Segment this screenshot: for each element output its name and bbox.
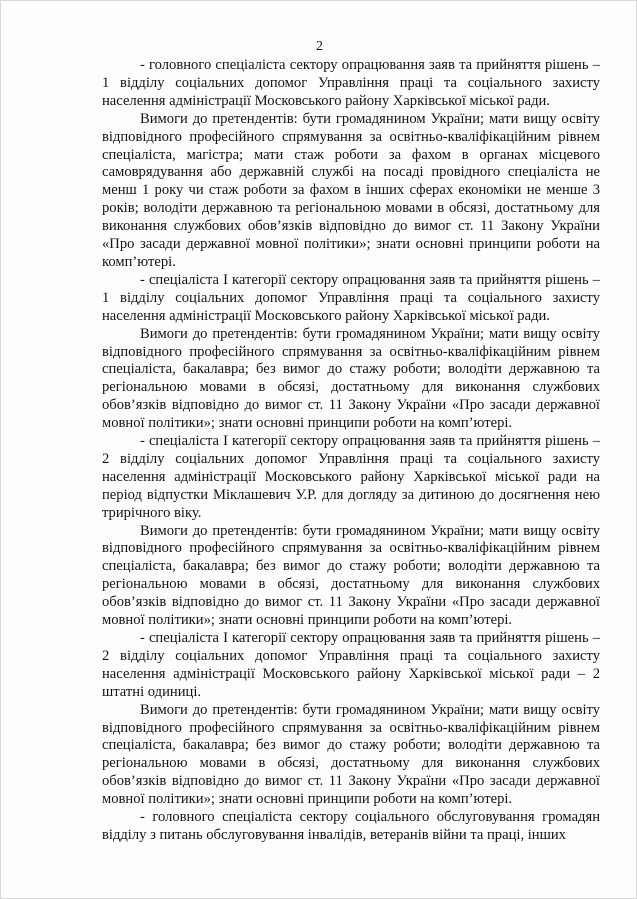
paragraph-requirements-1: Вимоги до претендентів: бути громадянином України; мати вищу освіту відповідного професійного спрямування за освітньо-кваліфікаційним рівнем спеціаліста, магістра; мати стаж роботи за фахом в органах місцевого самоврядування або державній службі на посаді провідного спеціаліста не менш 1 року чи стаж роботи за фахом в інших сферах економіки не менше 3 років; володіти державною та регіональною мовами в обсязі, достатньому для виконання службових обов’язків відповідно до вимог ст. 11 Закону України «Про засади державної мовної політики»; знати основні принципи роботи на комп’ютері. (102, 110, 600, 270)
paragraph-position-chief-specialist-dept1: - головного спеціаліста сектору опрацювання заяв та прийняття рішень – 1 відділу соціальних допомог Управління праці та соціального захисту населення адміністрації Московського району Харківської міської ради. (102, 57, 600, 109)
paragraph-position-specialist-dept2-leave: - спеціаліста I категорії сектору опрацювання заяв та прийняття рішень – 2 відділу соціальних допомог Управління праці та соціального захисту населення адміністрації Московського району Харківської міської ради на період відпустки Міклашевич У.Р. для догляду за дитиною до досягнення нею трирічного віку. (102, 433, 600, 521)
paragraph-requirements-3: Вимоги до претендентів: бути громадянином України; мати вищу освіту відповідного професійного спрямування за освітньо-кваліфікаційним рівнем спеціаліста, бакалавра; без вимог до стажу роботи; володіти державною та регіональною мовами в обсязі, достатньому для виконання службових обов’язків відповідно до вимог ст. 11 Закону України «Про засади державної мовної політики»; знати основні принципи роботи на комп’ютері. (102, 522, 600, 629)
paragraph-requirements-4: Вимоги до претендентів: бути громадянином України; мати вищу освіту відповідного професійного спрямування за освітньо-кваліфікаційним рівнем спеціаліста, бакалавра; без вимог до стажу роботи; володіти державною та регіональною мовами в обсязі, достатньому для виконання службових обов’язків відповідно до вимог ст. 11 Закону України «Про засади державної мовної політики»; знати основні принципи роботи на комп’ютері. (102, 701, 600, 808)
paragraph-position-chief-specialist-social-service: - головного спеціаліста сектору соціального обслуговування громадян відділу з питань обслуговування інвалідів, ветеранів війни та праці, інших (102, 809, 600, 843)
paragraph-position-specialist-dept2-two-units: - спеціаліста I категорії сектору опрацювання заяв та прийняття рішень – 2 відділу соціальних допомог Управління праці та соціального захисту населення адміністрації Московського району Харківської міської ради – 2 штатні одиниці. (102, 630, 600, 700)
page-number: 2 (316, 39, 323, 54)
paragraph-position-specialist-dept1: - спеціаліста I категорії сектору опрацювання заяв та прийняття рішень – 1 відділу соціальних допомог Управління праці та соціального захисту населення адміністрації Московського району Харківської міської ради. (102, 271, 600, 324)
paragraph-requirements-2: Вимоги до претендентів: бути громадянином України; мати вищу освіту відповідного професійного спрямування за освітньо-кваліфікаційним рівнем спеціаліста, бакалавра; без вимог до стажу роботи; володіти державною та регіональною мовами в обсязі, достатньому для виконання службових обов’язків відповідно до вимог ст. 11 Закону України «Про засади державної мовної політики»; знати основні принципи роботи на комп’ютері. (102, 325, 600, 432)
document-body (102, 57, 600, 845)
